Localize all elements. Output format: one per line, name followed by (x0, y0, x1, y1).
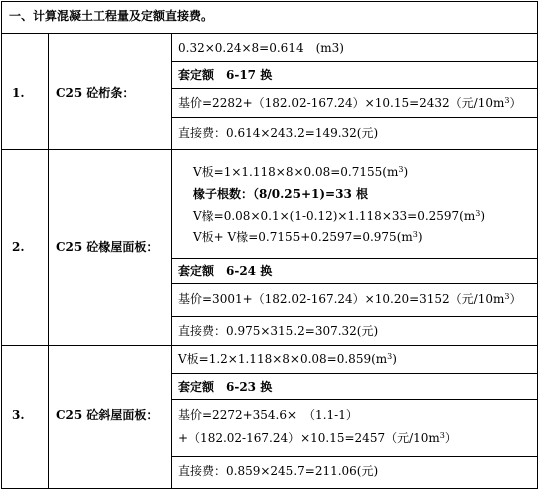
row-divider (171, 61, 538, 62)
item-name: C25 砼斜屋面板： (56, 408, 159, 422)
row-divider (171, 117, 538, 118)
direct-cost: 直接费：0.975×315.2=307.32(元) (178, 324, 379, 338)
formula-line: 椽子根数：（8/0.25+1)=33 根 (193, 187, 368, 201)
row-divider (171, 283, 538, 284)
quantity-formula: 0.32×0.24×8=0.614 (m3) (178, 41, 344, 55)
row-divider (171, 399, 538, 400)
item-name: C25 砼桁条： (56, 86, 135, 100)
base-price-formula: 基价=2282+（182.02-167.24）×10.15=2432（元$/10m^3$） (178, 96, 522, 110)
row-divider (1, 33, 538, 34)
section-title: 一、计算混凝土工程量及定额直接费。 (9, 9, 214, 23)
quota-line: 套定额 6-23 换 (178, 380, 273, 394)
row-divider (171, 88, 538, 89)
row-divider (171, 258, 538, 259)
row-number: 3. (12, 408, 25, 422)
row-number: 2. (12, 240, 25, 254)
quantity-formula: V板$=1.2\times 1.118\times 8\times 0.08=0.859(m^3)$ (178, 352, 397, 366)
direct-cost: 直接费：0.614×243.2=149.32(元) (178, 126, 379, 140)
base-price-formula-cont: +（182.02-167.24）×10.15=2457（元$/10m^3$） (178, 431, 457, 445)
item-name: C25 砼椽屋面板： (56, 240, 159, 254)
row-divider (171, 316, 538, 317)
quota-line: 套定额 6-24 换 (178, 264, 273, 278)
base-price-formula: 基价=3001+（182.02-167.24）×10.20=3152（元$/10m^3$） (178, 292, 522, 306)
col-divider (171, 33, 172, 489)
row-divider (171, 456, 538, 457)
col-divider (48, 33, 49, 489)
row-divider (171, 373, 538, 374)
direct-cost: 直接费：0.859×245.7=211.06(元) (178, 464, 379, 478)
row-divider (1, 149, 538, 150)
formula-line: V板+ V椽$=0.7155+0.2597=0.975(m^3)$ (193, 230, 423, 244)
row-number: 1. (12, 86, 25, 100)
base-price-formula: 基价=2272+354.6× （1.1-1） (178, 408, 358, 422)
formula-line: V椽$=0.08\times 0.1\times(1-0.12)\times 1.118\times 33=0.2597(m^3)$ (193, 209, 486, 223)
formula-line: V板$=1\times 1.118\times 8\times 0.08=0.7155(m^3)$ (193, 165, 409, 179)
quota-line: 套定额 6-17 换 (178, 68, 273, 82)
row-divider (1, 345, 538, 346)
